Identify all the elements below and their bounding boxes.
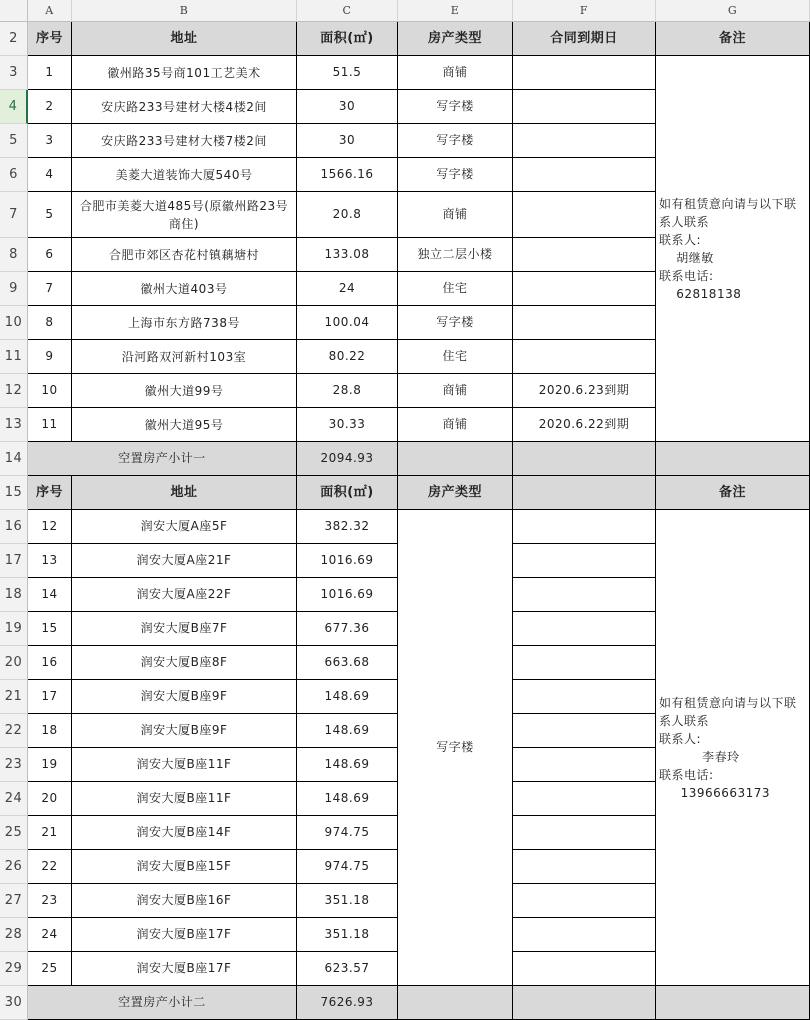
cell-seq[interactable]: 15 [28,612,72,646]
cell-address[interactable]: 徽州大道403号 [72,272,297,306]
header-type[interactable]: 房产类型 [398,22,513,56]
header-area[interactable]: 面积(㎡) [297,476,398,510]
header-area[interactable]: 面积(㎡) [297,22,398,56]
subtotal-empty-e[interactable] [398,986,513,1020]
cell-type[interactable]: 独立二层小楼 [398,238,513,272]
cell-area[interactable]: 148.69 [297,748,398,782]
cell-address[interactable]: 润安大厦B座15F [72,850,297,884]
cell-seq[interactable]: 6 [28,238,72,272]
column-header-g[interactable]: G [656,0,810,22]
cell-type[interactable]: 写字楼 [398,90,513,124]
row-header-20[interactable]: 20 [0,646,28,680]
cell-address[interactable]: 润安大厦B座9F [72,680,297,714]
cell-area[interactable]: 148.69 [297,782,398,816]
row-header-14[interactable]: 14 [0,442,28,476]
cell-seq[interactable]: 11 [28,408,72,442]
cell-type[interactable]: 写字楼 [398,158,513,192]
cell-expiry[interactable] [513,918,656,952]
column-header-c[interactable]: C [297,0,398,22]
cell-seq[interactable]: 10 [28,374,72,408]
cell-address[interactable]: 润安大厦B座9F [72,714,297,748]
row-header-4[interactable]: 4 [0,90,28,124]
row-header-24[interactable]: 24 [0,782,28,816]
row-header-3[interactable]: 3 [0,56,28,90]
cell-seq[interactable]: 12 [28,510,72,544]
row-header-30[interactable]: 30 [0,986,28,1020]
cell-expiry[interactable] [513,90,656,124]
cell-expiry[interactable] [513,272,656,306]
header-remark[interactable]: 备注 [656,22,810,56]
column-header-b[interactable]: B [72,0,297,22]
header-address[interactable]: 地址 [72,22,297,56]
row-header-11[interactable]: 11 [0,340,28,374]
cell-expiry[interactable] [513,612,656,646]
cell-expiry[interactable] [513,578,656,612]
cell-seq[interactable]: 21 [28,816,72,850]
subtotal-empty-g[interactable] [656,986,810,1020]
header-address[interactable]: 地址 [72,476,297,510]
cell-area[interactable]: 100.04 [297,306,398,340]
row-header-16[interactable]: 16 [0,510,28,544]
cell-expiry[interactable] [513,850,656,884]
remark-contact-2[interactable]: 如有租赁意向请与以下联系人联系 联系人: 李春玲 联系电话: 13966663173 [656,510,810,986]
header-type[interactable]: 房产类型 [398,476,513,510]
row-header-28[interactable]: 28 [0,918,28,952]
cell-expiry[interactable] [513,748,656,782]
cell-seq[interactable]: 19 [28,748,72,782]
cell-address[interactable]: 润安大厦B座16F [72,884,297,918]
column-header-a[interactable]: A [28,0,72,22]
row-header-7[interactable]: 7 [0,192,28,238]
cell-seq[interactable]: 13 [28,544,72,578]
cell-area[interactable]: 663.68 [297,646,398,680]
subtotal-empty-f[interactable] [513,442,656,476]
cell-seq[interactable]: 20 [28,782,72,816]
subtotal-empty-f[interactable] [513,986,656,1020]
cell-seq[interactable]: 5 [28,192,72,238]
cell-address[interactable]: 润安大厦B座17F [72,918,297,952]
cell-seq[interactable]: 17 [28,680,72,714]
cell-seq[interactable]: 2 [28,90,72,124]
row-header-26[interactable]: 26 [0,850,28,884]
row-header-21[interactable]: 21 [0,680,28,714]
cell-type[interactable]: 住宅 [398,272,513,306]
column-header-e[interactable]: E [398,0,513,22]
cell-address[interactable]: 润安大厦B座11F [72,748,297,782]
cell-area[interactable]: 148.69 [297,714,398,748]
cell-area[interactable]: 30 [297,90,398,124]
row-header-23[interactable]: 23 [0,748,28,782]
row-header-29[interactable]: 29 [0,952,28,986]
subtotal-empty-g[interactable] [656,442,810,476]
row-header-10[interactable]: 10 [0,306,28,340]
cell-address[interactable]: 润安大厦A座21F [72,544,297,578]
cell-address[interactable]: 润安大厦B座14F [72,816,297,850]
cell-seq[interactable]: 23 [28,884,72,918]
header-seq[interactable]: 序号 [28,476,72,510]
cell-expiry[interactable] [513,544,656,578]
cell-address[interactable]: 美菱大道装饰大厦540号 [72,158,297,192]
cell-address[interactable]: 润安大厦A座5F [72,510,297,544]
cell-area[interactable]: 1566.16 [297,158,398,192]
cell-area[interactable]: 30.33 [297,408,398,442]
cell-type[interactable]: 写字楼 [398,124,513,158]
remark-contact-1[interactable]: 如有租赁意向请与以下联系人联系 联系人: 胡继敏 联系电话: 62818138 [656,56,810,442]
row-header-2[interactable]: 2 [0,22,28,56]
row-header-19[interactable]: 19 [0,612,28,646]
cell-address[interactable]: 润安大厦B座7F [72,612,297,646]
cell-type[interactable]: 住宅 [398,340,513,374]
cell-seq[interactable]: 24 [28,918,72,952]
cell-area[interactable]: 20.8 [297,192,398,238]
subtotal-value-2[interactable]: 7626.93 [297,986,398,1020]
cell-address[interactable]: 上海市东方路738号 [72,306,297,340]
row-header-12[interactable]: 12 [0,374,28,408]
cell-type[interactable]: 商铺 [398,408,513,442]
cell-expiry[interactable]: 2020.6.23到期 [513,374,656,408]
cell-area[interactable]: 351.18 [297,884,398,918]
cell-address[interactable]: 沿河路双河新村103室 [72,340,297,374]
cell-seq[interactable]: 16 [28,646,72,680]
cell-address[interactable]: 徽州大道95号 [72,408,297,442]
row-header-9[interactable]: 9 [0,272,28,306]
select-all-corner[interactable] [0,0,28,22]
cell-expiry[interactable] [513,340,656,374]
cell-area[interactable]: 80.22 [297,340,398,374]
cell-area[interactable]: 974.75 [297,850,398,884]
cell-area[interactable]: 28.8 [297,374,398,408]
cell-area[interactable]: 148.69 [297,680,398,714]
cell-address[interactable]: 润安大厦B座17F [72,952,297,986]
cell-seq[interactable]: 25 [28,952,72,986]
cell-area[interactable]: 24 [297,272,398,306]
cell-seq[interactable]: 1 [28,56,72,90]
cell-type-merged[interactable]: 写字楼 [398,510,513,986]
row-header-15[interactable]: 15 [0,476,28,510]
cell-area[interactable]: 133.08 [297,238,398,272]
cell-area[interactable]: 351.18 [297,918,398,952]
row-header-27[interactable]: 27 [0,884,28,918]
cell-expiry[interactable] [513,816,656,850]
cell-area[interactable]: 623.57 [297,952,398,986]
cell-seq[interactable]: 22 [28,850,72,884]
cell-address[interactable]: 合肥市美菱大道485号(原徽州路23号商住) [72,192,297,238]
row-header-6[interactable]: 6 [0,158,28,192]
cell-seq[interactable]: 4 [28,158,72,192]
cell-seq[interactable]: 9 [28,340,72,374]
cell-address[interactable]: 合肥市郊区杏花村镇藕塘村 [72,238,297,272]
cell-type[interactable]: 商铺 [398,192,513,238]
cell-expiry[interactable] [513,884,656,918]
row-header-17[interactable]: 17 [0,544,28,578]
cell-type[interactable]: 写字楼 [398,306,513,340]
cell-expiry[interactable] [513,56,656,90]
cell-expiry[interactable] [513,192,656,238]
cell-expiry[interactable] [513,646,656,680]
header-expiry[interactable]: 合同到期日 [513,22,656,56]
row-header-8[interactable]: 8 [0,238,28,272]
cell-area[interactable]: 30 [297,124,398,158]
cell-expiry[interactable] [513,238,656,272]
subtotal-value-1[interactable]: 2094.93 [297,442,398,476]
cell-area[interactable]: 677.36 [297,612,398,646]
column-header-f[interactable]: F [513,0,656,22]
cell-address[interactable]: 安庆路233号建材大楼7楼2间 [72,124,297,158]
cell-address[interactable]: 润安大厦B座8F [72,646,297,680]
cell-type[interactable]: 商铺 [398,374,513,408]
cell-address[interactable]: 徽州大道99号 [72,374,297,408]
row-header-25[interactable]: 25 [0,816,28,850]
row-header-5[interactable]: 5 [0,124,28,158]
row-header-18[interactable]: 18 [0,578,28,612]
cell-seq[interactable]: 7 [28,272,72,306]
cell-area[interactable]: 51.5 [297,56,398,90]
cell-expiry[interactable] [513,782,656,816]
cell-expiry[interactable] [513,680,656,714]
cell-area[interactable]: 1016.69 [297,544,398,578]
header-seq[interactable]: 序号 [28,22,72,56]
cell-expiry[interactable] [513,124,656,158]
cell-expiry[interactable] [513,158,656,192]
cell-expiry[interactable] [513,510,656,544]
cell-seq[interactable]: 14 [28,578,72,612]
cell-expiry[interactable] [513,952,656,986]
row-header-22[interactable]: 22 [0,714,28,748]
cell-address[interactable]: 润安大厦B座11F [72,782,297,816]
header-expiry-empty[interactable] [513,476,656,510]
cell-expiry[interactable] [513,714,656,748]
subtotal-label-1[interactable]: 空置房产小计一 [28,442,297,476]
subtotal-label-2[interactable]: 空置房产小计二 [28,986,297,1020]
cell-seq[interactable]: 18 [28,714,72,748]
subtotal-empty-e[interactable] [398,442,513,476]
cell-seq[interactable]: 3 [28,124,72,158]
cell-expiry[interactable] [513,306,656,340]
cell-address[interactable]: 安庆路233号建材大楼4楼2间 [72,90,297,124]
cell-seq[interactable]: 8 [28,306,72,340]
cell-address[interactable]: 润安大厦A座22F [72,578,297,612]
row-header-13[interactable]: 13 [0,408,28,442]
cell-area[interactable]: 1016.69 [297,578,398,612]
cell-area[interactable]: 382.32 [297,510,398,544]
cell-area[interactable]: 974.75 [297,816,398,850]
cell-type[interactable]: 商铺 [398,56,513,90]
cell-expiry[interactable]: 2020.6.22到期 [513,408,656,442]
cell-address[interactable]: 徽州路35号商101工艺美术 [72,56,297,90]
header-remark[interactable]: 备注 [656,476,810,510]
